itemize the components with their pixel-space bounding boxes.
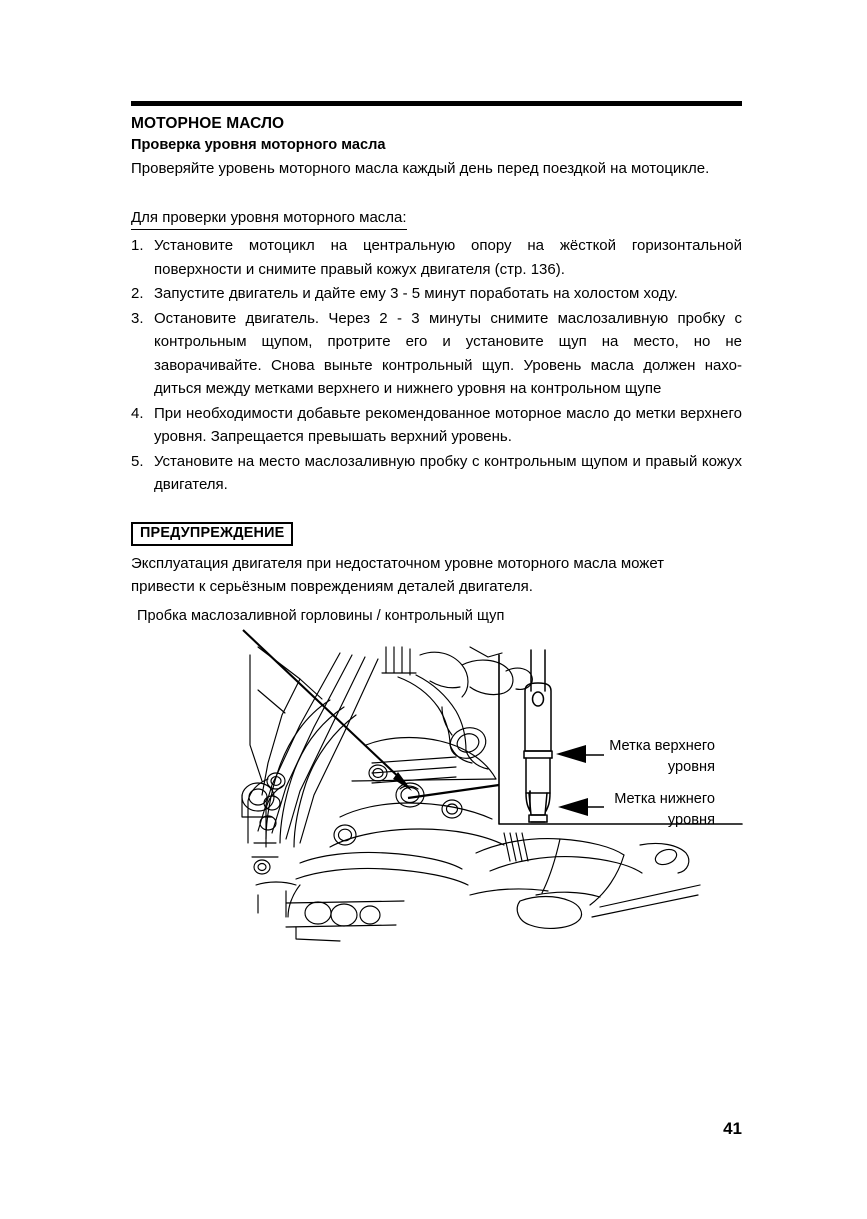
dipstick-drawing xyxy=(524,650,552,822)
warning-block xyxy=(131,522,742,599)
upper-mark-arrowhead xyxy=(556,745,586,763)
warning-text-line2: привести к серьёзным повреждениям деталей двигателя. xyxy=(131,578,533,595)
engine-oil-dipstick-illustration xyxy=(0,595,867,975)
text-column xyxy=(131,113,742,599)
warning-text xyxy=(131,552,742,599)
label-upper-line1: Метка верхнего xyxy=(609,738,715,754)
step-number: 4. xyxy=(131,404,144,422)
list-item xyxy=(131,282,742,306)
warning-label-box: ПРЕДУПРЕЖДЕНИЕ xyxy=(131,522,293,546)
procedure-heading: Для проверки уровня моторного масла: xyxy=(131,207,407,230)
step-number: 5. xyxy=(131,452,144,470)
list-item xyxy=(131,234,742,281)
step-number: 3. xyxy=(131,309,144,327)
step-number: 1. xyxy=(131,237,144,254)
label-upper-line2: уровня xyxy=(667,759,715,775)
engine-body-lines xyxy=(242,647,700,941)
section-subtitle: Проверка уровня моторного масла xyxy=(131,137,386,153)
step-text: Остановите двигатель. Через 2 - 3 минуты снимите маслозаливную пробку с контрольным щупом, протрите его и установите щуп на место, но не заворачивайте. Снова выньте контрольный щуп. Уровень масла должен нахо-диться между метками верхнего и нижнего уровня на контрольном щупе xyxy=(154,309,742,397)
lower-mark-arrowhead xyxy=(558,798,588,816)
dipstick-inset-frame xyxy=(499,655,742,824)
dipstick-leader-line xyxy=(408,785,499,798)
step-text: Запустите двигатель и дайте ему 3 - 5 минут поработать на холостом ходу. xyxy=(154,285,678,302)
header-rule xyxy=(131,101,742,106)
procedure-steps xyxy=(131,234,742,497)
caption-leader-line xyxy=(243,630,405,783)
label-lower-line2: уровня xyxy=(667,812,715,828)
step-text: Установите на место маслозаливную пробку с контрольным щупом и правый кожух двигателя. xyxy=(154,452,742,493)
page-number: 41 xyxy=(723,1119,742,1138)
procedure-heading-wrap xyxy=(131,180,742,230)
figure-caption: Пробка маслозаливной горловины / контрольный щуп xyxy=(137,608,505,624)
step-text: При необходимости добавьте рекомендованное моторное масло до метки верхнего уровня. Запрещается превышать верхний уровень. xyxy=(154,404,742,445)
figure-oil-level xyxy=(0,595,867,975)
intro-paragraph: Проверяйте уровень моторного масла каждый день перед поездкой на мотоцикле. xyxy=(131,160,710,177)
list-item xyxy=(131,450,742,497)
list-item xyxy=(131,402,742,449)
step-text: Установите мотоцикл на центральную опору на жёсткой горизонтальной поверхности и снимите правый кожух двигателя (стр. 136). xyxy=(154,237,742,278)
list-item xyxy=(131,307,742,401)
label-lower-line1: Метка нижнего xyxy=(614,791,715,807)
warning-text-line1: Эксплуатация двигателя при недостаточном уровне моторного масла может xyxy=(131,554,665,572)
step-number: 2. xyxy=(131,285,144,302)
page-title: МОТОРНОЕ МАСЛО xyxy=(131,115,285,132)
